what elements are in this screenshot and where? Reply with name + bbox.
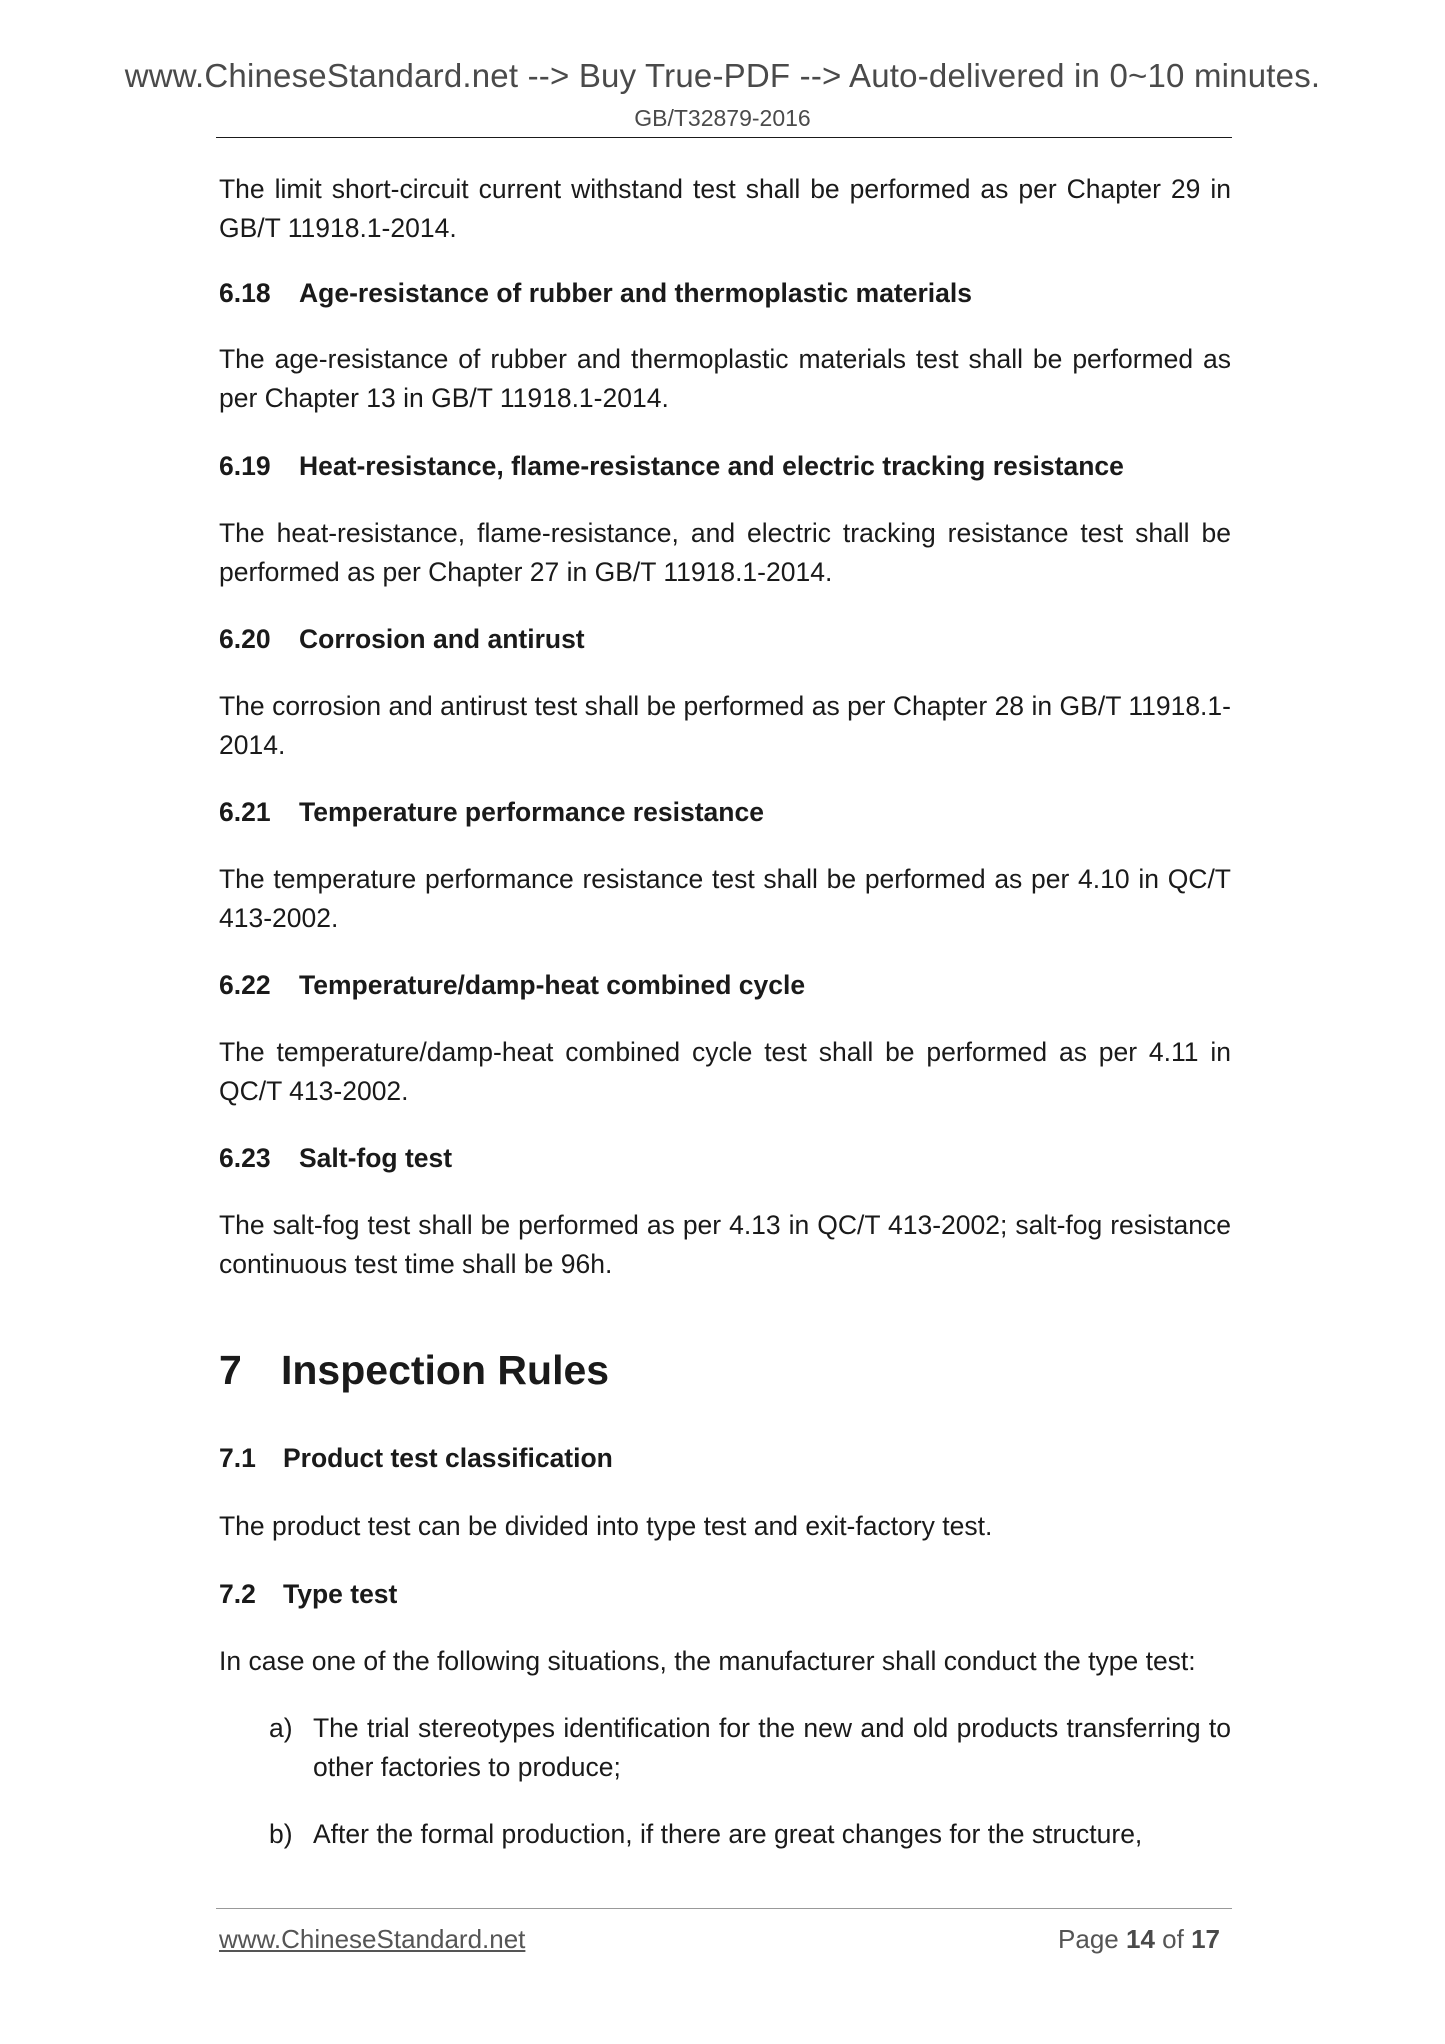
list-marker: b) [269, 1819, 293, 1849]
section-heading-6-20: 6.20 Corrosion and antirust [219, 624, 585, 654]
list-item [269, 1815, 1231, 1854]
intro-paragraph: The limit short-circuit current withstand test shall be performed as per Chapter 29 in GB/T 11918.1-2014. [219, 174, 1231, 243]
section-heading-6-19: 6.19 Heat-resistance, flame-resistance and electric tracking resistance [219, 451, 1124, 481]
page-banner: www.ChineseStandard.net --> Buy True-PDF --> Auto-delivered in 0~10 minutes. [124, 57, 1321, 94]
page-total: 17 [1191, 1924, 1220, 1954]
section-heading-7-2: 7.2 Type test [219, 1579, 398, 1609]
chapter-heading-7: 7 Inspection Rules [219, 1347, 610, 1393]
section-text-6-20: The corrosion and antirust test shall be performed as per Chapter 28 in GB/T 11918.1-2014. [219, 691, 1231, 760]
section-text-6-19: The heat-resistance, flame-resistance, and electric tracking resistance test shall be performed as per Chapter 27 in GB/T 11918.1-2014. [219, 518, 1231, 587]
header-rule [216, 137, 1232, 138]
section-text-6-22: The temperature/damp-heat combined cycle test shall be performed as per 4.11 in QC/T 413-2002. [219, 1037, 1231, 1106]
section-text-7-2: In case one of the following situations, the manufacturer shall conduct the type test: [219, 1646, 1196, 1676]
list-item-text: The trial stereotypes identification for the new and old products transferring to other factories to produce; [313, 1713, 1231, 1782]
page-current: 14 [1126, 1924, 1155, 1954]
list-item-text: After the formal production, if there are great changes for the structure, [313, 1819, 1143, 1849]
standard-code: GB/T32879-2016 [634, 105, 811, 131]
list-marker: a) [269, 1713, 293, 1743]
list-item [269, 1709, 1231, 1787]
section-text-6-18: The age-resistance of rubber and thermoplastic materials test shall be performed as per Chapter 13 in GB/T 11918.1-2014. [219, 344, 1231, 413]
section-text-6-23: The salt-fog test shall be performed as per 4.13 in QC/T 413-2002; salt-fog resistance continuous test time shall be 96h. [219, 1210, 1231, 1279]
section-heading-6-23: 6.23 Salt-fog test [219, 1143, 453, 1173]
section-text-7-1: The product test can be divided into type test and exit-factory test. [219, 1511, 993, 1541]
footer-rule [216, 1908, 1232, 1909]
footer-site-link[interactable]: www.ChineseStandard.net [219, 1924, 526, 1954]
section-heading-6-22: 6.22 Temperature/damp-heat combined cycle [219, 970, 806, 1000]
section-heading-7-1: 7.1 Product test classification [219, 1443, 613, 1473]
page-number: Page 14 of 17 [1058, 1924, 1220, 1954]
section-text-6-21: The temperature performance resistance test shall be performed as per 4.10 in QC/T 413-2002. [219, 864, 1231, 933]
section-heading-6-21: 6.21 Temperature performance resistance [219, 797, 764, 827]
section-heading-6-18: 6.18 Age-resistance of rubber and thermoplastic materials [219, 278, 973, 308]
